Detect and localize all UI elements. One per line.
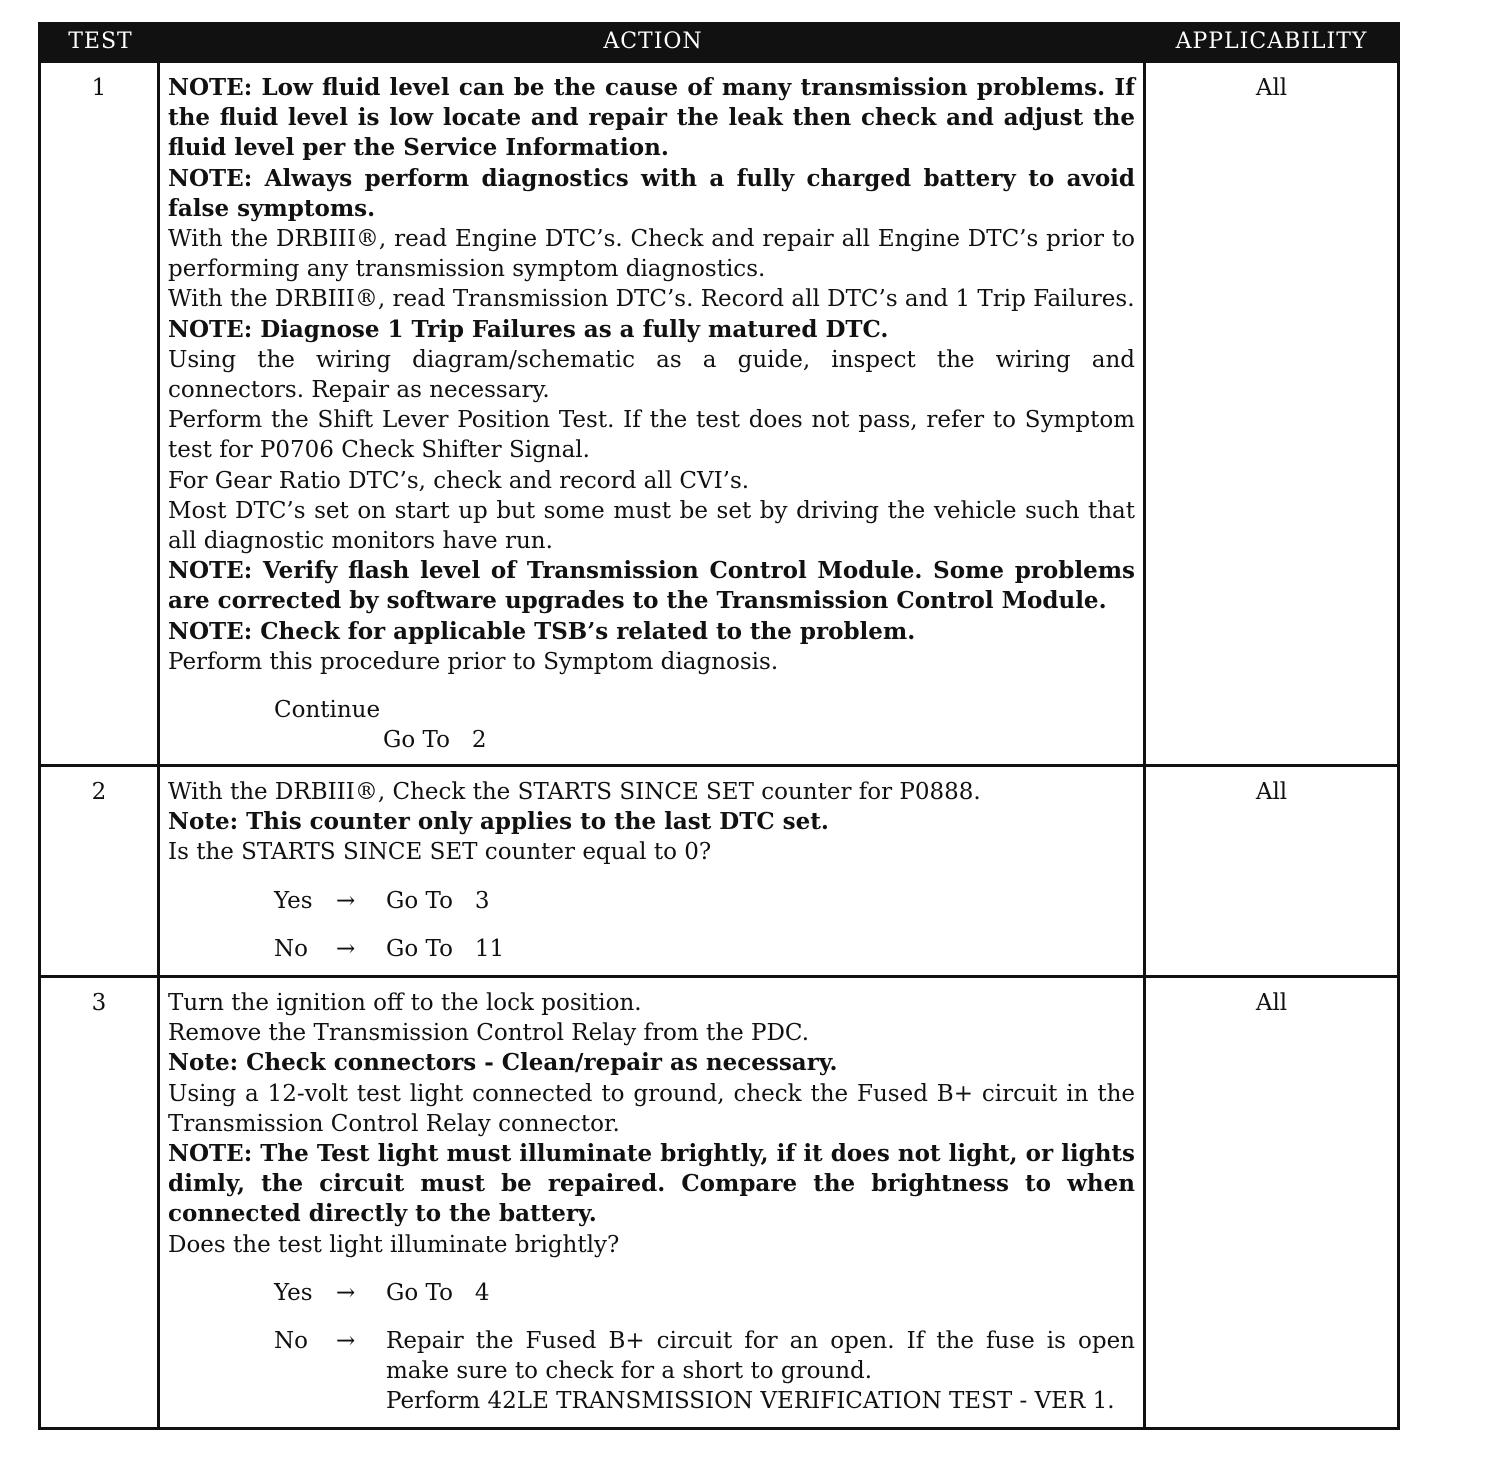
action-line: For Gear Ratio DTC’s, check and record all CVI’s. — [168, 467, 750, 494]
yes-label: Yes — [274, 887, 313, 914]
test-number: 1 — [41, 63, 160, 764]
diagnostic-table — [38, 22, 1400, 1430]
header-action: ACTION — [603, 28, 703, 54]
branch-no — [168, 1326, 1135, 1417]
goto-link[interactable]: Go To 11 — [386, 935, 505, 962]
action-line: NOTE: Low fluid level can be the cause of many transmission problems. If the fluid level is low locate and repair the leak then check and adjust the fluid level per the Service Information. — [168, 74, 1135, 162]
no-label: No — [274, 1328, 308, 1355]
table-row-test-3 — [41, 975, 1397, 1427]
arrow-right-icon: → — [336, 887, 356, 914]
test-number: 3 — [41, 978, 160, 1427]
action-line: Using the wiring diagram/schematic as a guide, inspect the wiring and connectors. Repair as necessary. — [168, 346, 1135, 404]
action-line: NOTE: Verify flash level of Transmission Control Module. Some problems are corrected by software upgrades to the Transmission Control Module. — [168, 557, 1135, 615]
action-line: NOTE: Check for applicable TSB’s related to the problem. — [168, 617, 916, 645]
header-applicability: APPLICABILITY — [1175, 28, 1368, 54]
goto-link[interactable]: Go To 3 — [386, 887, 490, 914]
action-cell — [160, 767, 1146, 975]
action-cell — [160, 978, 1146, 1427]
action-line: Note: This counter only applies to the last DTC set. — [168, 808, 829, 836]
action-line: Perform the Shift Lever Position Test. If the test does not pass, refer to Symptom test for P0706 Check Shifter Signal. — [168, 407, 1135, 464]
action-line: Perform this procedure prior to Symptom diagnosis. — [168, 648, 779, 675]
goto-link[interactable]: Go To 4 — [386, 1279, 490, 1306]
action-line: Remove the Transmission Control Relay from the PDC. — [168, 1020, 810, 1047]
action-line: Does the test light illuminate brightly? — [168, 1231, 620, 1258]
test-number: 2 — [41, 767, 160, 975]
yes-label: Yes — [274, 1279, 313, 1306]
branch-yes — [168, 886, 1135, 916]
action-line: Is the STARTS SINCE SET counter equal to 0? — [168, 839, 712, 866]
applicability-cell: All — [1255, 990, 1288, 1016]
table-row-test-2 — [41, 764, 1397, 975]
branch-no — [168, 934, 1135, 964]
no-branch-instructions — [386, 1326, 1135, 1417]
action-line: With the DRBIII®, read Transmission DTC’s. Record all DTC’s and 1 Trip Failures. — [168, 286, 1135, 313]
arrow-right-icon: → — [336, 1328, 356, 1355]
action-line: NOTE: Diagnose 1 Trip Failures as a fully matured DTC. — [168, 315, 889, 343]
action-line: Note: Check connectors - Clean/repair as necessary. — [168, 1049, 838, 1077]
action-line: NOTE: Always perform diagnostics with a fully charged battery to avoid false symptoms. — [168, 164, 1135, 222]
table-row-test-1 — [41, 60, 1397, 764]
applicability-cell: All — [1255, 75, 1288, 101]
goto-link[interactable]: Go To 2 — [383, 727, 487, 754]
action-line: Perform 42LE TRANSMISSION VERIFICATION TEST - VER 1. — [386, 1388, 1115, 1415]
branch-yes — [168, 1278, 1135, 1308]
table-header — [41, 22, 1397, 60]
applicability-cell: All — [1255, 779, 1288, 805]
arrow-right-icon: → — [336, 1279, 356, 1306]
arrow-right-icon: → — [336, 935, 356, 962]
action-line: With the DRBIII®, read Engine DTC’s. Check and repair all Engine DTC’s prior to performing any transmission symptom diagnostics. — [168, 226, 1135, 283]
action-line: With the DRBIII®, Check the STARTS SINCE SET counter for P0888. — [168, 779, 981, 805]
header-test: TEST — [68, 28, 133, 54]
action-cell — [160, 63, 1146, 764]
action-line: Repair the Fused B+ circuit for an open. If the fuse is open make sure to check for a short to ground. — [386, 1328, 1135, 1385]
action-line: Using a 12-volt test light connected to ground, check the Fused B+ circuit in the Transmission Control Relay connector. — [168, 1080, 1135, 1137]
no-label: No — [274, 935, 308, 962]
continue-label: Continue — [274, 697, 381, 724]
action-line: NOTE: The Test light must illuminate brightly, if it does not light, or lights dimly, the circuit must be repaired. Compare the brightness to when connected directly to the battery. — [168, 1140, 1135, 1228]
action-line: Turn the ignition off to the lock position. — [168, 990, 642, 1016]
action-line: Most DTC’s set on start up but some must be set by driving the vehicle such that all diagnostic monitors have run. — [168, 497, 1135, 555]
